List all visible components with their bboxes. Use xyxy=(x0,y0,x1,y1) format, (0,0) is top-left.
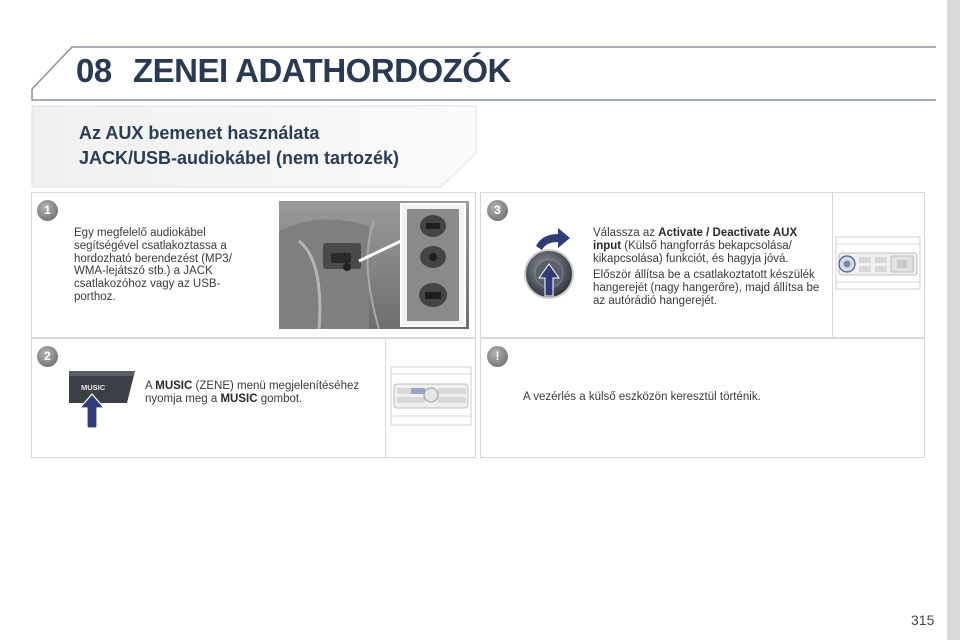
panel-3-divider xyxy=(832,193,833,337)
step-1-badge: 1 xyxy=(37,200,58,221)
step-2-badge: 2 xyxy=(37,346,58,367)
page-edge-strip xyxy=(947,0,960,640)
step-2-bold-music-2: MUSIC xyxy=(220,392,258,405)
warning-badge: ! xyxy=(487,346,508,367)
section-heading-box xyxy=(31,105,477,188)
press-arrow-icon xyxy=(79,393,105,429)
step-3-badge: 3 xyxy=(487,200,508,221)
step-2-text-after: gombot. xyxy=(257,392,303,405)
step-3-text-2: Először állítsa be a csatlakoztatott készülék hangerejét (nagy hangerőre), majd állítsa be az autórádió hangerejét. xyxy=(593,269,820,307)
chapter-title: ZENEI ADATHORDOZÓK xyxy=(133,52,511,89)
step-3-bold-activate: Activate / Deactivate AUX input xyxy=(593,227,798,252)
page-number: 315 xyxy=(911,612,935,628)
rotate-knob-icon xyxy=(520,222,578,300)
radio-panel-image-3 xyxy=(835,236,921,290)
section-title-line1: Az AUX bemenet használata xyxy=(79,123,320,143)
step-2-text xyxy=(145,380,381,406)
step-3-text-after: (Külső hangforrás bekapcsolása/ kikapcsolása) funkciót, és hagyja jóvá. xyxy=(593,239,792,265)
step-2-text-middle: (ZENE) menü megjelenítéséhez nyomja meg a xyxy=(145,380,360,405)
panel-2-divider xyxy=(385,339,386,457)
music-key-label: MUSIC xyxy=(81,383,106,392)
step-2-bold-music-1: MUSIC xyxy=(155,380,193,392)
section-title-line2: JACK/USB-audiokábel (nem tartozék) xyxy=(79,148,400,168)
radio-panel-image-2 xyxy=(390,366,472,426)
step-2-text-before: A xyxy=(145,380,156,392)
jack-usb-socket-photo xyxy=(279,201,469,329)
step-1-text: Egy megfelelő audiokábel segítségével csatlakoztassa a hordozható berendezést (MP3/ WMA-lejátszó stb.) a JACK csatlakozóhoz vagy az USB-porthoz. xyxy=(74,227,232,303)
chapter-number: 08 xyxy=(76,52,112,89)
step-3-text-before: Válassza az xyxy=(593,227,659,239)
step-3-text xyxy=(593,227,826,265)
note-text: A vezérlés a külső eszközön keresztül történik. xyxy=(523,391,761,403)
